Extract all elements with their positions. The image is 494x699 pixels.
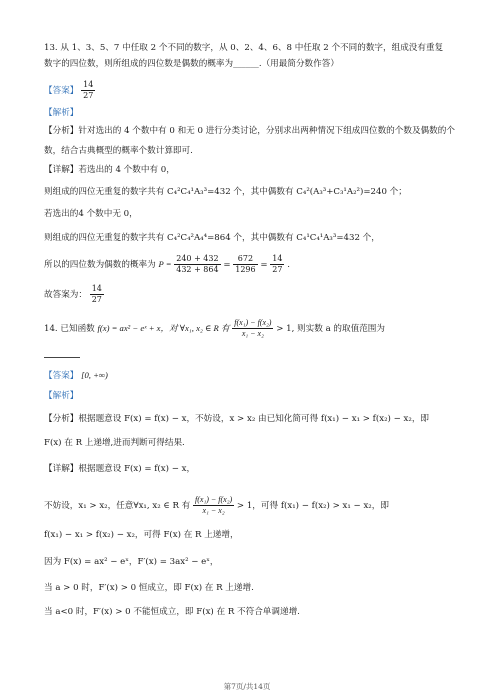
q14-xiangjie1: 【详解】根据题意设 F(x) = f(x) − x， [44,464,196,474]
q13-xiangjie1: 【详解】若选出的 4 个数中有 0， [44,165,175,175]
q13-analysis-tag: 【解析】 [44,108,79,118]
page-footer: 第7页/共14页 [223,682,271,691]
q14-fenxi2: F(x) 在 R 上递增,进而判断可得结果. [44,438,185,448]
q14-line-d: 当 a > 0 时，F′(x) > 0 恒成立，即 F(x) 在 R 上递增. [44,583,254,593]
q14-fenxi1: 【分析】根据题意设 F(x) = f(x) − x，不妨设，x > x₂ 由已知化简可得 f(x₁) − x₁ > f(x₂) − x₂，即 [44,414,430,424]
q14-line-e: 当 a<0 时，F′(x) > 0 不能恒成立，即 F(x) 在 R 不符合单调递增. [44,607,300,617]
q13-probability: 所以的四位数为偶数的概率为 P = $\frac{240 + 432}{432 + 864}$ = $\frac{672}{1296}$ = $\frac{14}{27}$ . [44,254,290,274]
q14-stem: 14. 已知函数 f(x) = ax² − eˣ + x，对 ∀x₁, x₂ ∈ R 有 $\frac{\text{f(x₁) − f(x₂)}}{\text{x₁ − x₂}}$ > 1, 则实数 a 的取值范围为 [44,318,385,338]
q14-line-c: 因为 F(x) = ax² − eˣ，F′(x) = 3ax² − eˣ， [44,557,219,567]
q13-case2: 则组成的四位无重复的数字共有 C₄²C₄²A₄⁴=864 个，其中偶数有 C₄¹C₄¹A₃³=432 个， [44,233,380,243]
q13-final: 故答案为： $\frac{14}{27}$ [44,284,102,304]
q14-line-a: 不妨设，x₁ > x₂，任意∀x₁, x₂ ∈ R 有 $\frac{\text{f(x₁) − f(x₂)}}{\text{x₁ − x₂}}$ > 1，可得 f(x₁) − f(x₂) > x₁ − x₂，即 [44,495,389,515]
q13-fenxi2: 数，结合古典概型的概率个数计算即可. [44,146,193,156]
q13-line1: 13. 从 1、3、5、7 中任取 2 个不同的数字，从 0、2、4、6、8 中任取 2 个不同的数字，组成没有重复 [44,43,444,53]
q14-analysis-tag: 【解析】 [44,391,79,401]
q13-case1: 则组成的四位无重复的数字共有 C₄²C₄¹A₃³=432 个，其中偶数有 C₄²(A₃³+C₃¹A₂²)=240 个； [44,187,407,197]
answer-interval: [0, +∞) [81,370,108,380]
q13-line2: 数字的四位数，则所组成的四位数是偶数的概率为______.（用最简分数作答） [44,59,339,69]
q13-case2-head: 若选出的4 个数中无 0， [44,209,138,219]
answer-tag: 【答案】 [44,86,79,96]
q13-answer [44,80,95,101]
answer-blank-line [44,357,80,358]
q13-fenxi1: 【分析】针对选出的 4 个数中有 0 和无 0 进行分类讨论，分别求出两种情况下组成四位数的个数及偶数的个 [44,126,455,136]
answer-fraction: $\frac{14}{27}$ [83,80,94,100]
q14-answer [44,369,108,382]
q14-line-b: f(x₁) − x₁ > f(x₂) − x₂，可得 F(x) 在 R 上递增， [44,530,239,540]
answer-tag: 【答案】 [44,371,79,381]
